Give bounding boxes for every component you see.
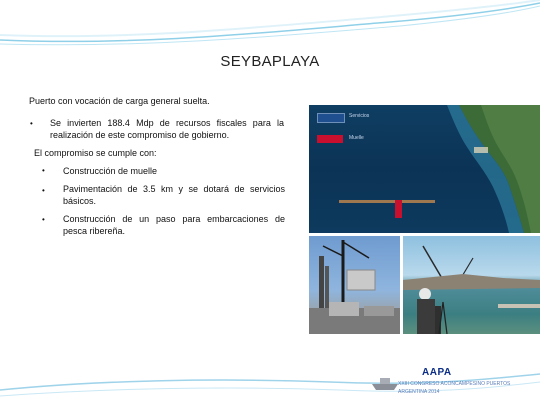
commitment-heading: El compromiso se cumple con: bbox=[34, 148, 157, 158]
legend-servicios-swatch bbox=[317, 113, 345, 123]
aapa-logo: AAPA bbox=[422, 367, 452, 378]
intro-text: Puerto con vocación de carga general suelta. bbox=[29, 96, 210, 106]
list-item: Construcción de un paso para embarcaciones de pesca ribereña. bbox=[63, 214, 285, 236]
list-item: Pavimentación de 3.5 km y se dotará de servicios básicos. bbox=[63, 184, 285, 206]
bullet-marker: • bbox=[42, 215, 45, 224]
bullet-marker: • bbox=[30, 119, 33, 128]
pier-photo bbox=[403, 236, 540, 334]
satellite-map bbox=[309, 105, 540, 233]
top-wave-decoration bbox=[0, 0, 540, 50]
slide-title: SEYBAPLAYA bbox=[220, 53, 320, 70]
list-item: Construcción de muelle bbox=[63, 166, 158, 176]
coastline-graphic bbox=[309, 105, 540, 233]
footer-congress-line: XXIII CONGRESO ACONCAMPESINO PUERTOS bbox=[398, 381, 511, 387]
construction-photo bbox=[309, 236, 400, 334]
footer-country-line: ARGENTINA 2014 bbox=[398, 389, 440, 395]
bullet-marker: • bbox=[42, 166, 45, 175]
legend-servicios-label: Servicios bbox=[349, 113, 370, 119]
investment-text: Se invierten 188.4 Mdp de recursos fiscales para la realización de este compromiso de gobierno. bbox=[50, 118, 284, 140]
legend-muelle-label: Muelle bbox=[349, 135, 364, 141]
bullet-marker: • bbox=[42, 186, 45, 195]
legend-muelle-swatch bbox=[317, 135, 343, 143]
